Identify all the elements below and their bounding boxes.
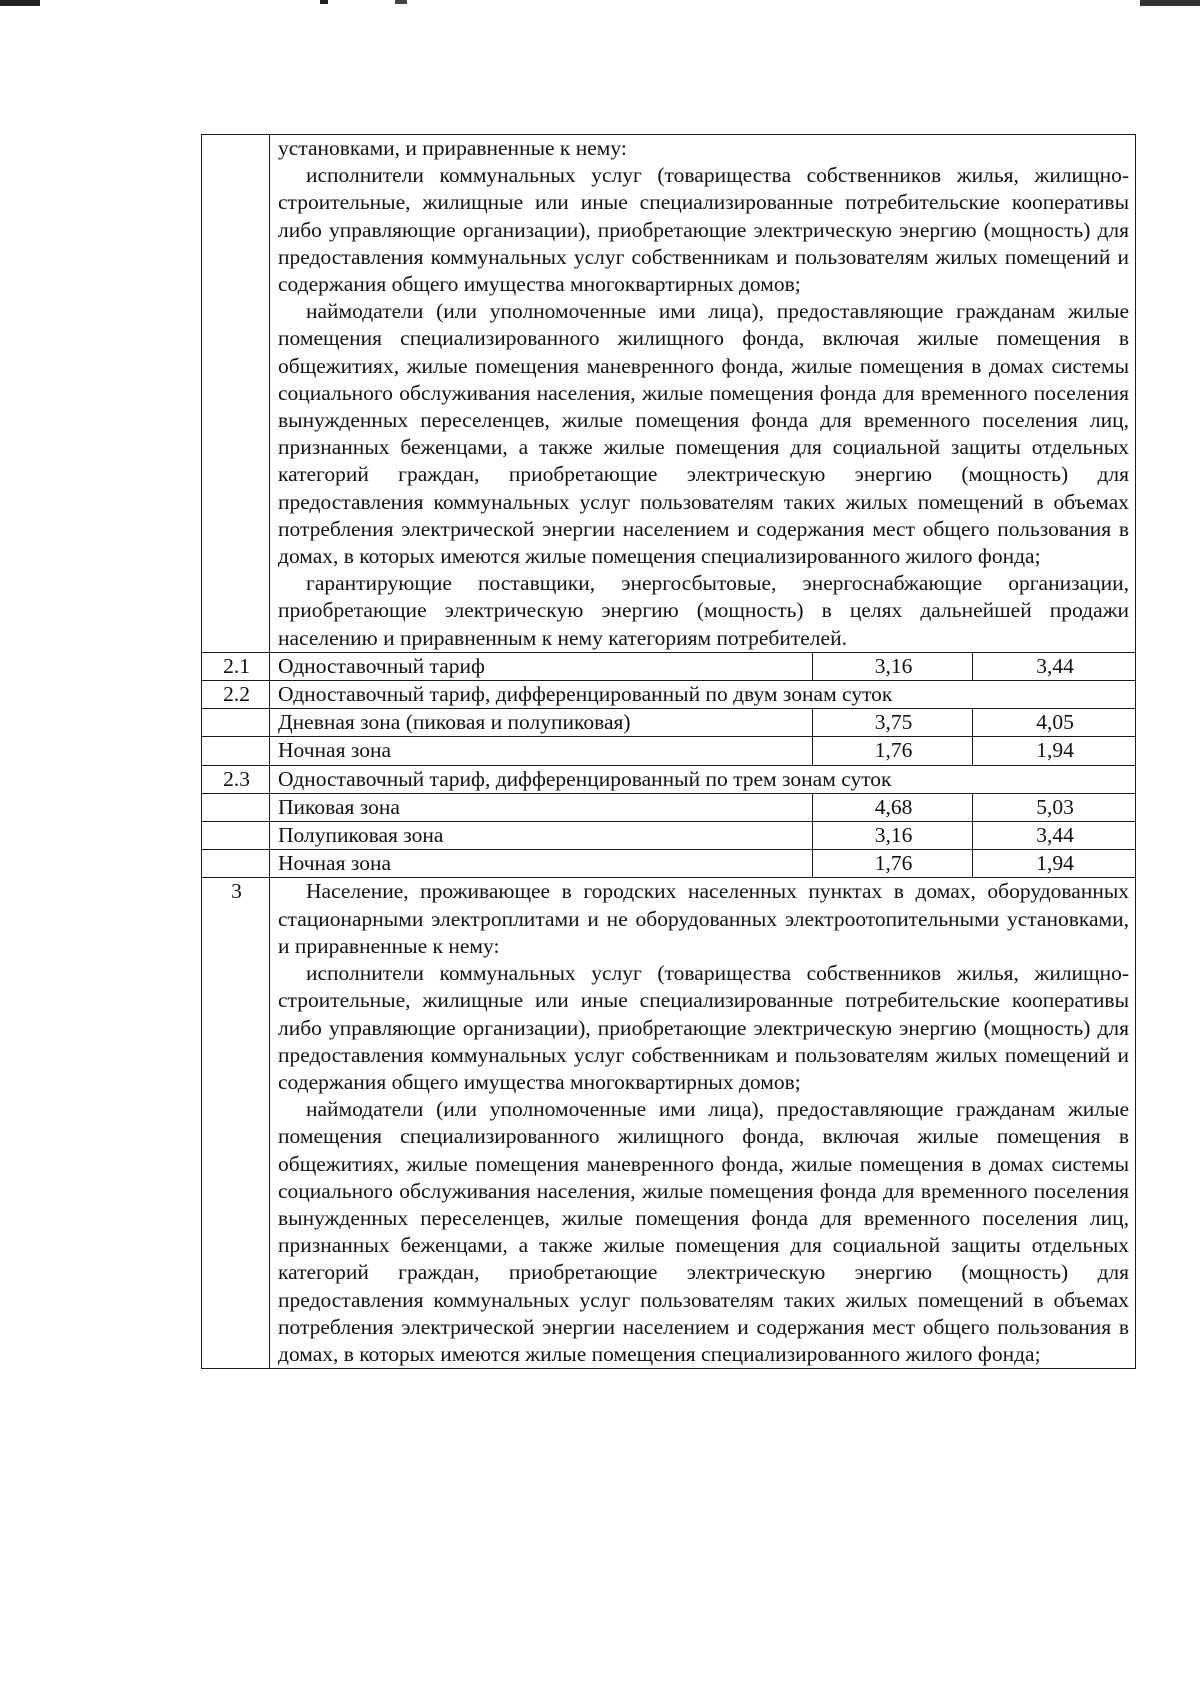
tariff-value-2: 3,44 <box>973 822 1136 850</box>
tariff-value-2: 5,03 <box>973 793 1136 821</box>
tariff-value-2: 1,94 <box>973 737 1136 765</box>
row-number-cell <box>202 850 270 878</box>
table-row <box>202 709 1136 737</box>
description-paragraph: наймодатели (или уполномоченные ими лица), предоставляющие гражданам жилые помещения специализированного жилищного фонда, включая жилые помещения в общежитиях, жилые помещения маневренного фонда, жилые помещения в домах системы социального обслуживания населения, жилые помещения фонда для временного поселения вынужденных переселенцев, жилые помещения фонда для временного поселения лиц, признанных беженцами, а также жилые помещения для социальной защиты отдельных категорий граждан, приобретающие электрическую энергию (мощность) для предоставления коммунальных услуг пользователям таких жилых помещений в объемах потребления электрической энергии населением и содержания мест общего пользования в домах, в которых имеются жилые помещения специализированного жилого фонда; <box>278 1097 1130 1366</box>
tariff-value-1: 1,76 <box>813 737 973 765</box>
tariff-value-1: 3,16 <box>813 652 973 680</box>
row-number-cell <box>202 822 270 850</box>
row-number: 2.2 <box>202 681 270 709</box>
table-row <box>202 135 1136 653</box>
zone-name: Ночная зона <box>270 737 813 765</box>
table-row <box>202 850 1136 878</box>
table-row <box>202 652 1136 680</box>
row-number-cell <box>202 793 270 821</box>
zone-name: Дневная зона (пиковая и полупиковая) <box>270 709 813 737</box>
table-row <box>202 822 1136 850</box>
table-row <box>202 793 1136 821</box>
zone-name: Полупиковая зона <box>270 822 813 850</box>
table-row <box>202 737 1136 765</box>
description-paragraph: наймодатели (или уполномоченные ими лица), предоставляющие гражданам жилые помещения специализированного жилищного фонда, включая жилые помещения в общежитиях, жилые помещения маневренного фонда, жилые помещения в домах системы социального обслуживания населения, жилые помещения фонда для временного поселения вынужденных переселенцев, жилые помещения фонда для временного поселения лиц, признанных беженцами, а также жилые помещения для социальной защиты отдельных категорий граждан, приобретающие электрическую энергию (мощность) для предоставления коммунальных услуг пользователям таких жилых помещений в объемах потребления электрической энергии населением и содержания мест общего пользования в домах, в которых имеются жилые помещения специализированного жилого фонда; <box>278 299 1130 569</box>
zone-name: Пиковая зона <box>270 793 813 821</box>
tariff-name: Одноставочный тариф <box>270 652 813 680</box>
table-row <box>202 878 1136 1369</box>
row-number: 2.1 <box>202 652 270 680</box>
description-lead: Население, проживающее в городских населенных пунктах в домах, оборудованных стационарными электроплитами и не оборудованных электроотопительными установками, и приравненные к нему: <box>278 879 1130 958</box>
row-number-cell <box>202 737 270 765</box>
tariff-value-1: 1,76 <box>813 850 973 878</box>
category-description-cell <box>270 135 1136 653</box>
scan-edge-artifact <box>320 0 328 4</box>
description-paragraph: гарантирующие поставщики, энергосбытовые, энергоснабжающие организации, приобретающие электрическую энергию (мощность) в целях дальнейшей продажи населению и приравненным к нему категориям потребителей. <box>278 571 1130 650</box>
row-number-cell <box>202 709 270 737</box>
row-number: 3 <box>202 878 270 1369</box>
scan-edge-artifact <box>0 0 1200 6</box>
scan-edge-artifact <box>395 0 407 4</box>
table-row <box>202 681 1136 709</box>
tariff-value-1: 4,68 <box>813 793 973 821</box>
tariff-value-2: 4,05 <box>973 709 1136 737</box>
description-lead: установками, и приравненные к нему: <box>278 136 627 160</box>
tariff-value-1: 3,16 <box>813 822 973 850</box>
row-number-cell <box>202 135 270 653</box>
zone-name: Ночная зона <box>270 850 813 878</box>
description-paragraph: исполнители коммунальных услуг (товарищества собственников жилья, жилищно-строительные, жилищные или иные специализированные потребительские кооперативы либо управляющие организации), приобретающие электрическую энергию (мощность) для предоставления коммунальных услуг собственникам и пользователям жилых помещений и содержания общего имущества многоквартирных домов; <box>278 961 1130 1094</box>
tariff-value-2: 1,94 <box>973 850 1136 878</box>
tariff-value-2: 3,44 <box>973 652 1136 680</box>
tariff-group-title: Одноставочный тариф, дифференцированный по трем зонам суток <box>270 765 1136 793</box>
tariff-group-title: Одноставочный тариф, дифференцированный по двум зонам суток <box>270 681 1136 709</box>
row-number: 2.3 <box>202 765 270 793</box>
description-paragraph: исполнители коммунальных услуг (товарищества собственников жилья, жилищно-строительные, жилищные или иные специализированные потребительские кооперативы либо управляющие организации), приобретающие электрическую энергию (мощность) для предоставления коммунальных услуг собственникам и пользователям жилых помещений и содержания общего имущества многоквартирных домов; <box>278 163 1130 297</box>
tariff-value-1: 3,75 <box>813 709 973 737</box>
table-row <box>202 765 1136 793</box>
tariff-table <box>201 134 1136 1369</box>
category-description-cell <box>270 878 1136 1369</box>
